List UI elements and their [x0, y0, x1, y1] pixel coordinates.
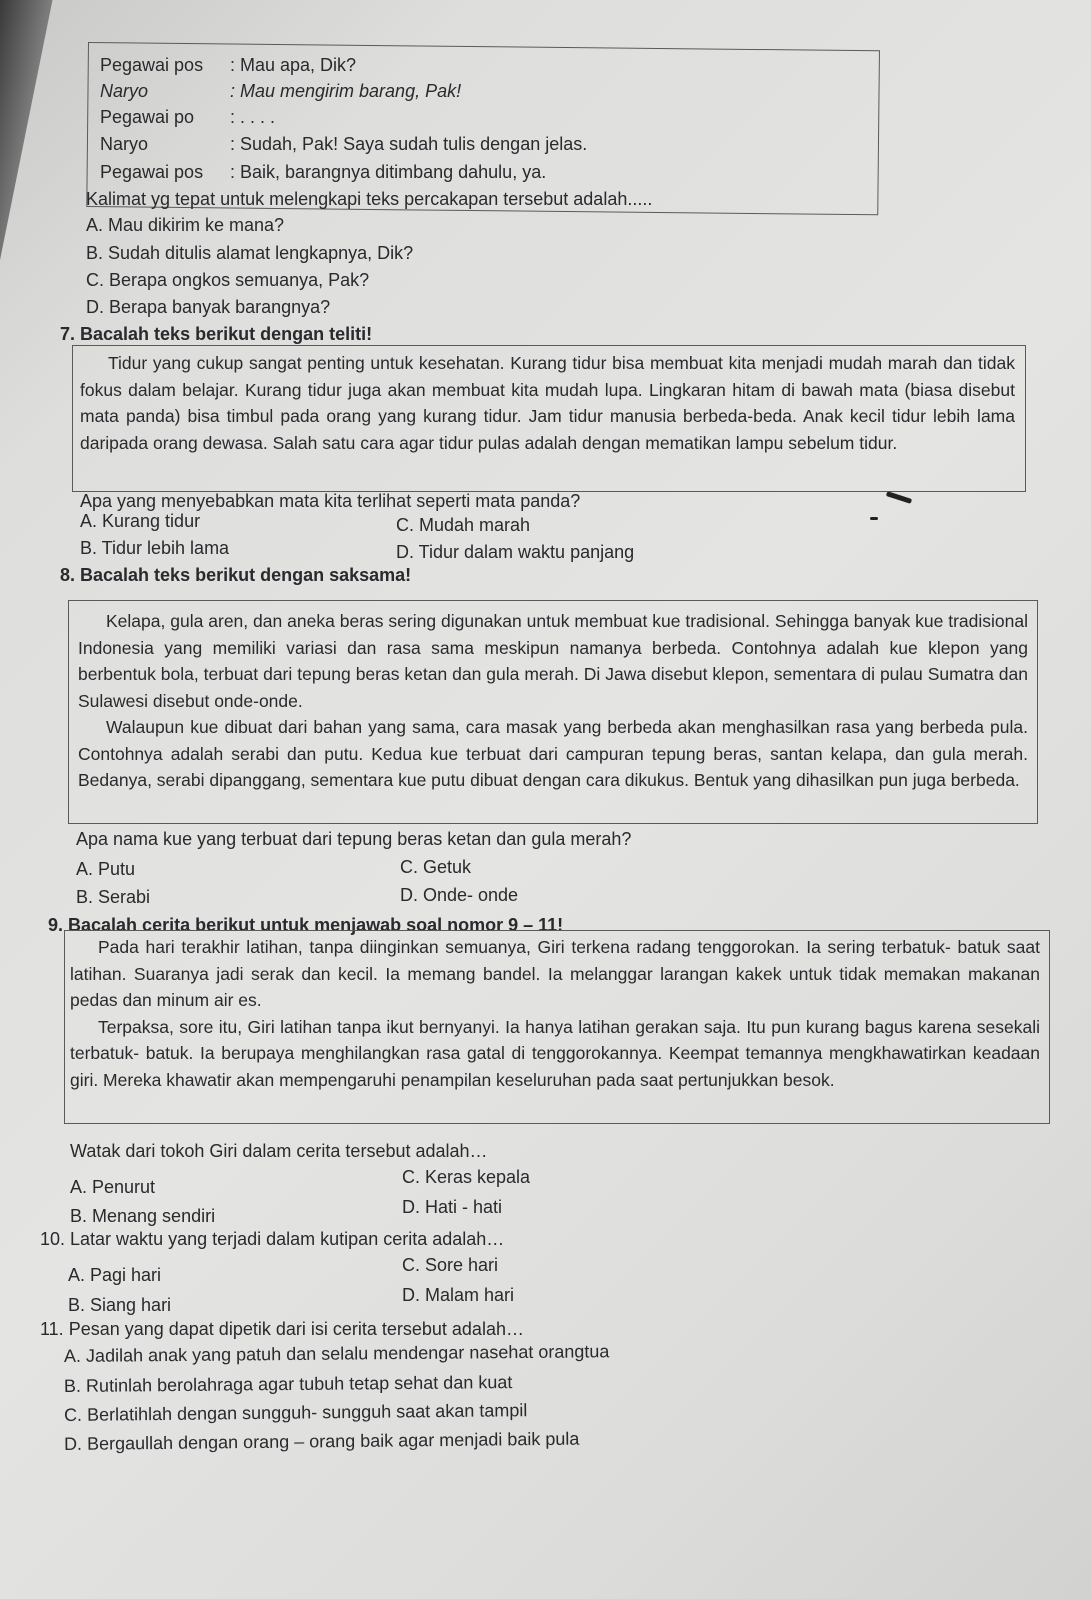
q6-question: Kalimat yg tepat untuk melengkapi teks percakapan tersebut adalah..... — [86, 189, 653, 209]
q11-question: 11. Pesan yang dapat dipetik dari isi cerita tersebut adalah… — [40, 1319, 524, 1339]
q11-option-a: A. Jadilah anak yang patuh dan selalu mendengar nasehat orangtua — [63, 1341, 610, 1366]
dialog-line: Naryo : Mau mengirim barang, Pak! — [100, 81, 462, 101]
dialog-line: Pegawai pos : Baik, barangnya ditimbang dahulu, ya. — [100, 162, 547, 182]
q9-option-d: D. Hati - hati — [402, 1197, 503, 1217]
q7-option-c: C. Mudah marah — [396, 515, 531, 535]
q11-option-d: D. Bergaullah dengan orang – orang baik agar menjadi baik pula — [63, 1428, 580, 1454]
q8-option-d: D. Onde- onde — [400, 885, 519, 905]
q8-passage — [78, 608, 1028, 794]
q6-option-a: A. Mau dikirim ke mana? — [86, 215, 285, 235]
q10-option-d: D. Malam hari — [402, 1285, 515, 1305]
q9-question: Watak dari tokoh Giri dalam cerita tersebut adalah… — [70, 1141, 488, 1161]
q11-option-c: C. Berlatihlah dengan sungguh- sungguh saat akan tampil — [63, 1400, 528, 1425]
q8-question: Apa nama kue yang terbuat dari tepung beras ketan dan gula merah? — [76, 829, 632, 849]
q7-option-a: A. Kurang tidur — [80, 511, 201, 531]
q7-heading: 7. Bacalah teks berikut dengan teliti! — [60, 324, 373, 344]
q11-option-b: B. Rutinlah berolahraga agar tubuh tetap sehat dan kuat — [63, 1372, 513, 1396]
q10-option-a: A. Pagi hari — [68, 1265, 162, 1285]
q7-paragraph: Tidur yang cukup sangat penting untuk kesehatan. Kurang tidur bisa membuat kita menjadi mudah marah dan tidak fokus dalam belajar. Kurang tidur juga akan membuat kita mudah lupa. Lingkaran hitam di bawah mata (biasa disebut mata panda) bisa timbul pada orang yang kurang tidur. Jam tidur manusia berbeda-beda. Anak kecil tidur lebih lama daripada orang dewasa. Salah satu cara agar tidur pulas adalah dengan mematikan lampu sebelum tidur. — [80, 353, 1015, 453]
q6-option-b: B. Sudah ditulis alamat lengkapnya, Dik? — [86, 243, 414, 263]
q6-option-d: D. Berapa banyak barangnya? — [86, 297, 331, 317]
dialog-line: Pegawai pos : Mau apa, Dik? — [100, 55, 357, 75]
q8-option-b: B. Serabi — [76, 887, 151, 907]
q9-passage — [70, 934, 1040, 1093]
dialog-line: Pegawai po : . . . . — [100, 107, 276, 127]
q6-option-c: C. Berapa ongkos semuanya, Pak? — [86, 270, 370, 290]
pen-dot — [870, 517, 878, 520]
q9-paragraph-2: Terpaksa, sore itu, Giri latihan tanpa ikut bernyanyi. Ia hanya latihan gerakan saja. Itu pun kurang bagus karena sesekali terbatuk- batuk. Ia berupaya menghilangkan rasa gatal di tenggorokannya. Keempat temannya mengkhawatirkan keadaan giri. Mereka khawatir akan mempengaruhi penampilan keseluruhan pada saat pertunjukkan besok. — [70, 1016, 1040, 1090]
q10-option-c: C. Sore hari — [402, 1255, 499, 1275]
q8-option-c: C. Getuk — [400, 857, 472, 877]
q9-option-c: C. Keras kepala — [402, 1167, 531, 1187]
q7-question: Apa yang menyebabkan mata kita terlihat seperti mata panda? — [80, 491, 581, 511]
dialog-line: Naryo : Sudah, Pak! Saya sudah tulis dengan jelas. — [100, 134, 588, 154]
q7-option-d: D. Tidur dalam waktu panjang — [396, 542, 635, 562]
q7-option-b: B. Tidur lebih lama — [80, 538, 230, 558]
q8-option-a: A. Putu — [76, 859, 136, 879]
q7-passage — [80, 350, 1015, 456]
q10-option-b: B. Siang hari — [68, 1295, 172, 1315]
q8-heading: 8. Bacalah teks berikut dengan saksama! — [60, 565, 412, 585]
q9-option-b: B. Menang sendiri — [70, 1206, 216, 1226]
q10-question: 10. Latar waktu yang terjadi dalam kutipan cerita adalah… — [40, 1229, 505, 1249]
q8-paragraph-2: Walaupun kue dibuat dari bahan yang sama, cara masak yang berbeda akan menghasilkan rasa yang berbeda pula. Contohnya adalah serabi dan putu. Kedua kue terbuat dari campuran tepung beras, santan kelapa, dan gula merah. Bedanya, serabi dipanggang, sementara kue putu dibuat dengan cara dikukus. Bentuk yang dihasilkan pun juga berbeda. — [78, 717, 1028, 790]
q8-paragraph-1: Kelapa, gula aren, dan aneka beras sering digunakan untuk membuat kue tradisional. Sehingga banyak kue tradisional Indonesia yang memiliki variasi dan rasa sama meskipun namanya berbeda. Contohnya adalah kue klepon yang berbentuk bola, terbuat dari tepung beras ketan dan gula merah. Di Jawa disebut klepon, sementara di pulau Sumatra dan Sulawesi disebut onde-onde. — [78, 611, 1028, 711]
q9-heading: 9. Bacalah cerita berikut untuk menjawab soal nomor 9 – 11! — [48, 915, 564, 935]
page-shadow-corner — [0, 0, 70, 260]
q9-paragraph-1: Pada hari terakhir latihan, tanpa diinginkan semuanya, Giri terkena radang tenggorokan. Ia sering terbatuk- batuk saat latihan. Suaranya jadi serak dan kecil. Ia memang bandel. Ia melanggar larangan kakek untuk tidak memakan makanan pedas dan minum air es. — [70, 937, 1040, 1010]
pen-mark — [886, 491, 912, 504]
q9-option-a: A. Penurut — [70, 1177, 156, 1197]
